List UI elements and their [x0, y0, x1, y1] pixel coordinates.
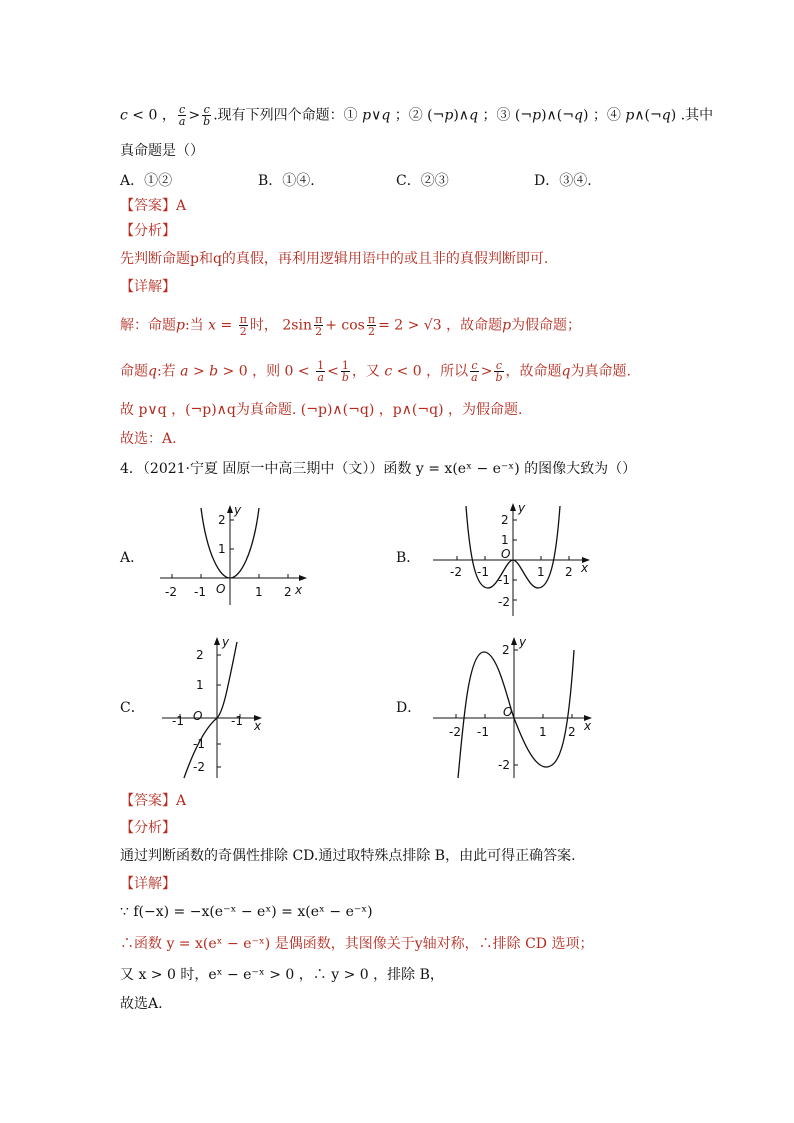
graph-b-tick-x2: -1	[477, 565, 489, 579]
graph-d-tick-x1: -2	[449, 725, 461, 739]
graph-b-tick-x3: 1	[537, 565, 545, 579]
graph-b-origin: O	[501, 547, 511, 561]
q4-conclusion: 故选A.	[120, 996, 163, 1012]
graph-d-y-label: y	[519, 635, 527, 649]
graph-a-tick-x4: 2	[284, 585, 292, 599]
q4-analysis: 通过判断函数的奇偶性排除 CD.通过取特殊点排除 B，由此可得正确答案.	[120, 848, 576, 864]
graph-c-y-label: y	[222, 635, 230, 649]
q3-analysis: 先判断命题p和q的真假，再利用逻辑用语中的或且非的真假判断即可.	[120, 251, 549, 267]
graph-a-tick-x1: -2	[165, 585, 177, 599]
graph-b-tick-y1: 2	[501, 513, 509, 527]
graph-a-tick-y2: 1	[218, 542, 226, 556]
graph-a-tick-x3: 1	[255, 585, 263, 599]
graph-d	[428, 632, 602, 782]
graph-a-x-label: x	[295, 583, 303, 597]
q3-option-c: C．②③	[396, 173, 449, 189]
graph-c-tick-x2: -1	[231, 714, 243, 728]
graph-a	[155, 500, 315, 610]
q3-answer: 【答案】A	[120, 198, 187, 214]
graph-d-tick-x2: -1	[477, 725, 489, 739]
graph-d-tick-y1: 2	[502, 643, 510, 657]
graph-c-x-label: x	[254, 719, 262, 733]
q3-stem-line1: c < 0 ， $\frac{c}{a}$ > $\frac{c}{b}$ .现有下列四个命题：① p∨q ；② (¬p)∧q ；③ (¬p)∧(¬q) ；④ p∧(¬q) .其中	[120, 103, 714, 128]
q4-stem: 4．（2021·宁夏 固原一中高三期中（文））函数 y = x(eˣ − e⁻ˣ) 的图像大致为（）	[120, 461, 637, 477]
graph-b-label: B．	[396, 550, 421, 566]
graph-a-origin: O	[216, 582, 226, 596]
q3-detail-2: 命题q:若 a > b > 0 ，则 0 < $\frac{1}{a}$ < $\frac{1}{b}$ ，又 c < 0 ，所以 $\frac{c}{a}$ > $\frac{c}{b}$ ，故命题q为真命题.	[120, 359, 631, 384]
graph-a-tick-x2: -1	[194, 585, 206, 599]
q3-detail-3: 故 p∨q ，(¬p)∧q为真命题. (¬p)∧(¬q) ，p∧(¬q) ，为假命题.	[120, 402, 523, 418]
q3-stem-line2: 真命题是（）	[120, 143, 204, 159]
graph-c-label: C．	[120, 700, 145, 716]
q4-detail-1: ∵ f(−x) = −x(e⁻ˣ − eˣ) = x(eˣ − e⁻ˣ)	[120, 904, 373, 920]
graph-d-label: D．	[396, 700, 422, 716]
graph-b-tick-y4: -2	[498, 595, 510, 609]
graph-b-tick-y3: -1	[498, 573, 510, 587]
q3-option-b: B．①④.	[258, 173, 315, 189]
graph-b-tick-x1: -2	[450, 565, 462, 579]
graph-c-tick-x1: -1	[172, 714, 184, 728]
graph-d-x-label: x	[584, 719, 592, 733]
q3-analysis-title: 【分析】	[120, 223, 176, 239]
graph-b	[428, 498, 600, 620]
q3-detail-1: 解：命题p:当 x = $\frac{\pi}{2}$ 时， 2sin $\frac{\pi}{2}$ + cos $\frac{\pi}{2}$ = 2 > √3 ，故命题p为假命题；	[120, 313, 582, 338]
graph-d-tick-x4: 2	[568, 725, 576, 739]
graph-c-origin: O	[193, 709, 203, 723]
graph-c-tick-y2: 1	[196, 678, 204, 692]
graph-b-tick-x4: 2	[565, 565, 573, 579]
q3-option-d: D．③④.	[534, 173, 592, 189]
graph-b-y-label: y	[518, 501, 526, 515]
graph-b-tick-y2: 1	[501, 533, 509, 547]
graph-c-tick-y3: -1	[193, 737, 205, 751]
graph-a-label: A．	[120, 550, 145, 566]
graph-d-tick-y2: -2	[498, 758, 510, 772]
graph-c-tick-y4: -2	[193, 760, 205, 774]
q3-conclusion: 故选：A.	[120, 431, 177, 447]
q3-detail-title: 【详解】	[120, 279, 176, 295]
q4-detail-title: 【详解】	[120, 876, 176, 892]
graph-d-origin: O	[503, 705, 513, 719]
graph-b-x-label: x	[581, 561, 589, 575]
q3-option-a: A．①②	[120, 173, 173, 189]
graph-a-tick-y1: 2	[218, 513, 226, 527]
graph-c	[160, 632, 270, 782]
graph-a-y-label: y	[234, 503, 242, 517]
q4-analysis-title: 【分析】	[120, 820, 176, 836]
q4-answer: 【答案】A	[120, 793, 187, 809]
graph-d-tick-x3: 1	[539, 725, 547, 739]
graph-c-tick-y1: 2	[196, 648, 204, 662]
q4-detail-2: ∴函数 y = x(eˣ − e⁻ˣ) 是偶函数，其图像关于y轴对称，∴排除 CD 选项；	[120, 936, 594, 952]
q4-detail-3: 又 x > 0 时，eˣ − e⁻ˣ > 0 ，∴ y > 0 ，排除 B，	[120, 967, 444, 983]
